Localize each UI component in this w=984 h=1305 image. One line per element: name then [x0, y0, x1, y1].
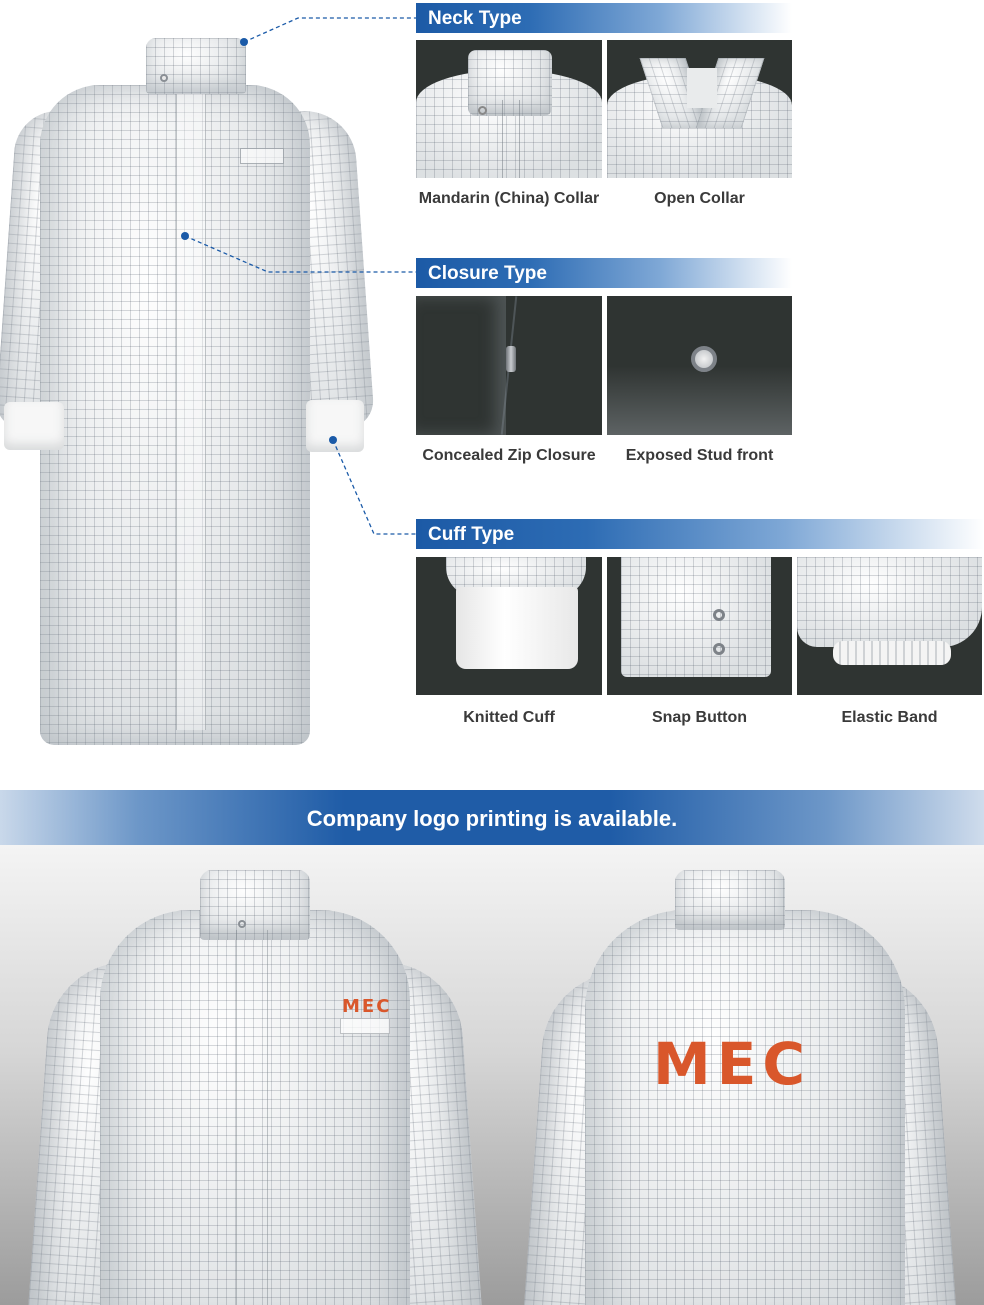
coat-front-placket — [176, 90, 206, 730]
concealed-zip-image — [416, 296, 602, 435]
closure-type-header: Closure Type — [416, 258, 792, 288]
front-logo-text: MEC — [342, 996, 392, 1017]
coat-collar-stud — [160, 74, 168, 82]
open-collar-label: Open Collar — [654, 190, 745, 207]
coat-pocket — [240, 148, 284, 164]
lab-coat-illustration — [0, 30, 380, 750]
neck-type-header: Neck Type — [416, 3, 792, 33]
elastic-band-image — [797, 557, 982, 695]
front-jacket-image — [40, 870, 470, 1305]
coat-right-cuff — [306, 400, 364, 452]
neck-callout-dot — [240, 38, 248, 46]
exposed-stud-image — [607, 296, 792, 435]
coat-left-cuff — [4, 402, 64, 450]
coat-collar — [146, 38, 246, 94]
closure-callout-dot — [181, 232, 189, 240]
knitted-cuff-image — [416, 557, 602, 695]
snap-button-image — [607, 557, 792, 695]
back-logo-text: MEC — [653, 1030, 811, 1098]
knitted-cuff-label: Knitted Cuff — [463, 709, 555, 726]
cuff-type-header: Cuff Type — [416, 519, 984, 549]
back-jacket-image — [535, 870, 955, 1305]
logo-printing-banner: Company logo printing is available. — [0, 790, 984, 845]
logo-jacket-photos — [0, 845, 984, 1305]
snap-button-label: Snap Button — [651, 709, 748, 726]
cuff-callout-dot — [329, 436, 337, 444]
mandarin-collar-image — [416, 40, 602, 178]
exposed-stud-label: Exposed Stud front — [625, 447, 774, 464]
open-collar-image — [607, 40, 792, 178]
elastic-band-label: Elastic Band — [841, 709, 938, 726]
coat-body — [40, 85, 310, 745]
concealed-zip-label: Concealed Zip Closure — [422, 447, 596, 464]
mandarin-collar-label: Mandarin (China) Collar — [418, 190, 600, 207]
